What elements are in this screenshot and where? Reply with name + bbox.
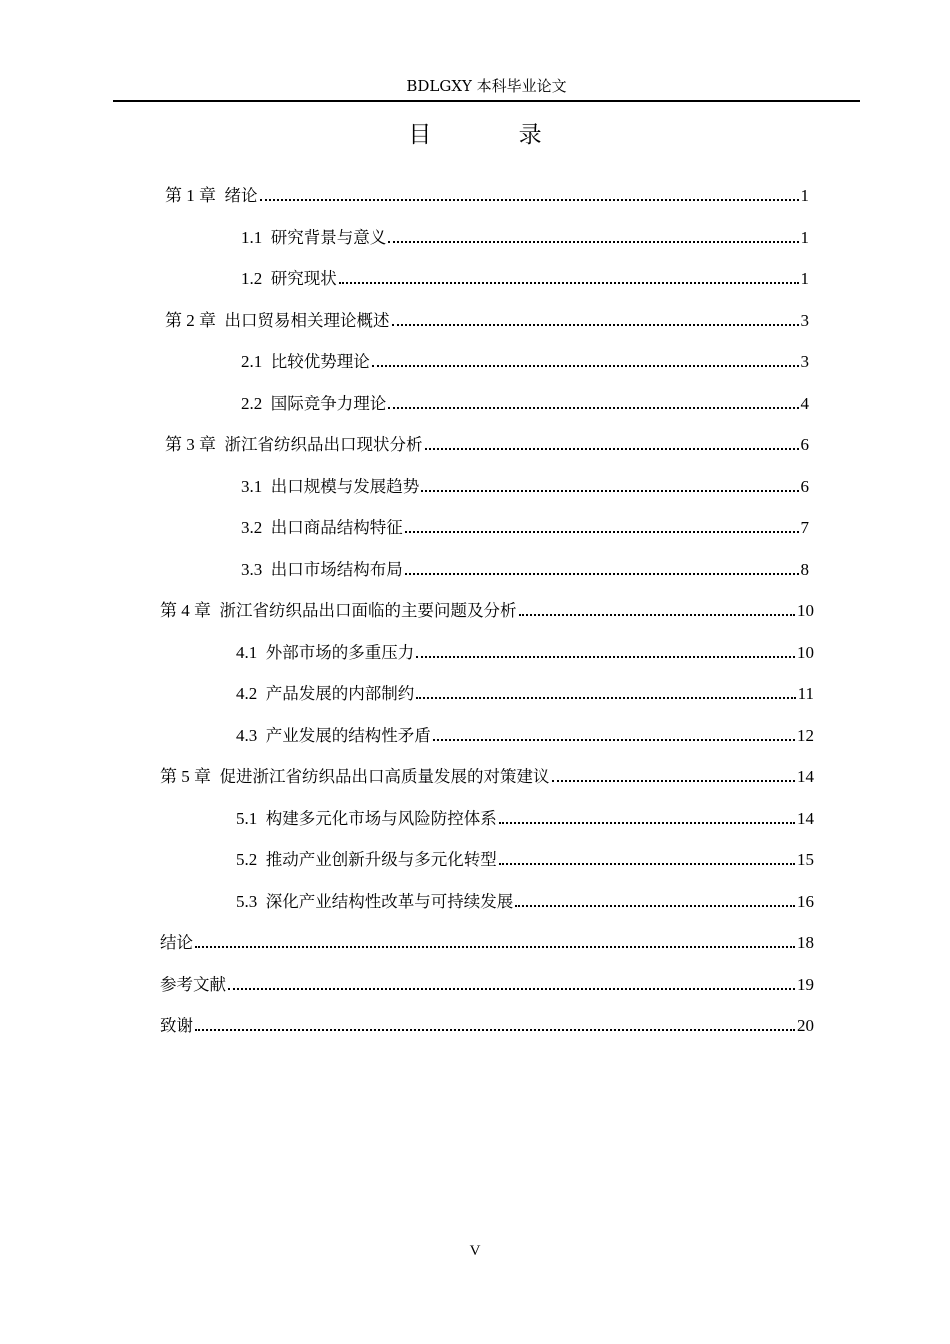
toc-entry[interactable]	[165, 433, 809, 457]
toc-entry-number: 3.2	[241, 518, 263, 537]
dot-leader	[433, 738, 795, 741]
toc-entry-number: 4.2	[236, 684, 258, 703]
toc-entry-page: 6	[800, 477, 809, 496]
toc-entry-page: 11	[797, 684, 814, 703]
page-header: BDLGXY 本科毕业论文	[406, 77, 567, 95]
toc-entry[interactable]	[165, 309, 809, 333]
toc-entry-page: 4	[800, 394, 809, 413]
toc-entry[interactable]	[241, 516, 809, 540]
toc-entry-label	[241, 475, 419, 499]
dot-leader	[195, 945, 795, 948]
toc-entry[interactable]	[241, 267, 809, 291]
dot-leader	[388, 406, 798, 409]
toc-entry-page: 1	[800, 186, 809, 205]
toc-entry[interactable]	[165, 184, 809, 208]
toc-entry[interactable]	[236, 682, 814, 706]
header-rule	[113, 100, 860, 102]
toc-entry-label	[160, 931, 193, 955]
toc-entry-label	[236, 641, 414, 665]
toc-entry[interactable]	[160, 765, 814, 789]
toc-entry-title: 构建多元化市场与风险防控体系	[265, 809, 497, 828]
dot-leader	[416, 655, 795, 658]
toc-entry-title: 促进浙江省纺织品出口高质量发展的对策建议	[219, 767, 550, 786]
dot-leader	[519, 613, 796, 616]
dot-leader	[416, 696, 795, 699]
toc-entry[interactable]	[241, 558, 809, 582]
toc-title: 目 录	[408, 122, 582, 148]
toc-entry-label	[236, 848, 497, 872]
toc-entry[interactable]	[241, 475, 809, 499]
toc-entry-number: 5.2	[236, 850, 258, 869]
toc-entry-title: 绪论	[224, 186, 258, 205]
toc-entry[interactable]	[236, 890, 814, 914]
toc-entry-page: 1	[800, 269, 809, 288]
toc-entry-title: 比较优势理论	[270, 352, 370, 371]
toc-entry[interactable]	[236, 724, 814, 748]
toc-entry-page: 14	[797, 767, 814, 786]
toc-entry-number: 第 2 章	[165, 311, 216, 330]
toc-entry-label	[236, 682, 414, 706]
toc-entry-label	[241, 350, 370, 374]
toc-entry-label	[160, 599, 517, 623]
toc-entry-page: 10	[797, 643, 814, 662]
toc-entry-label	[165, 309, 390, 333]
toc-entry-page: 6	[800, 435, 809, 454]
toc-entry-page: 15	[797, 850, 814, 869]
toc-entry-title: 外部市场的多重压力	[265, 643, 415, 662]
dot-leader	[499, 821, 795, 824]
dot-leader	[339, 281, 799, 284]
toc-entry-title: 结论	[160, 933, 193, 952]
toc-entry-label	[236, 807, 497, 831]
toc-entry-number: 4.3	[236, 726, 258, 745]
toc-entry-label	[241, 226, 386, 250]
toc-entry-number: 1.2	[241, 269, 263, 288]
toc-entry[interactable]	[241, 350, 809, 374]
toc-entry-title: 深化产业结构性改革与可持续发展	[265, 892, 514, 911]
toc-entry-title: 产品发展的内部制约	[265, 684, 415, 703]
dot-leader	[260, 198, 799, 201]
toc-entry-page: 3	[800, 311, 809, 330]
toc-entry-label	[241, 392, 386, 416]
toc-entry-number: 第 1 章	[165, 186, 216, 205]
toc-entry-title: 参考文献	[160, 975, 226, 994]
toc-entry-number: 2.2	[241, 394, 263, 413]
dot-leader	[499, 862, 795, 865]
toc-entry-page: 7	[800, 518, 809, 537]
toc-entry-title: 致谢	[160, 1016, 193, 1035]
toc-entry-number: 5.3	[236, 892, 258, 911]
toc-entry-label	[160, 765, 550, 789]
toc-entry-label	[165, 184, 258, 208]
dot-leader	[392, 323, 799, 326]
toc-entry-page: 3	[800, 352, 809, 371]
toc-entry[interactable]	[160, 599, 814, 623]
toc-entry[interactable]	[160, 973, 814, 997]
toc-entry[interactable]	[241, 392, 809, 416]
toc-entry-page: 16	[797, 892, 814, 911]
dot-leader	[372, 364, 799, 367]
toc-entry-label	[236, 890, 513, 914]
toc-entry-title: 产业发展的结构性矛盾	[265, 726, 431, 745]
dot-leader	[388, 240, 798, 243]
toc-entry[interactable]	[160, 1014, 814, 1038]
toc-entry-label	[241, 267, 337, 291]
toc-entry-number: 第 4 章	[160, 601, 211, 620]
toc-entry-page: 14	[797, 809, 814, 828]
toc-entry-number: 3.3	[241, 560, 263, 579]
toc-entry-label	[160, 1014, 193, 1038]
dot-leader	[425, 447, 799, 450]
toc-entry[interactable]	[241, 226, 809, 250]
toc-entry-page: 10	[797, 601, 814, 620]
toc-entry[interactable]	[236, 641, 814, 665]
toc-entry-title: 浙江省纺织品出口现状分析	[224, 435, 423, 454]
toc-entry-title: 国际竞争力理论	[270, 394, 387, 413]
toc-entry-page: 18	[797, 933, 814, 952]
toc-entry-label	[241, 516, 403, 540]
toc-entry-number: 3.1	[241, 477, 263, 496]
toc-entry[interactable]	[160, 931, 814, 955]
toc-entry-number: 4.1	[236, 643, 258, 662]
dot-leader	[195, 1028, 795, 1031]
toc-entry-number: 第 5 章	[160, 767, 211, 786]
dot-leader	[405, 572, 799, 575]
dot-leader	[228, 987, 795, 990]
toc-entry-title: 出口规模与发展趋势	[270, 477, 420, 496]
dot-leader	[405, 530, 799, 533]
toc-entry[interactable]	[236, 807, 814, 831]
page-number: V	[469, 1243, 481, 1259]
toc-entry-title: 出口商品结构特征	[270, 518, 403, 537]
toc-entry-number: 2.1	[241, 352, 263, 371]
toc-entry-label	[165, 433, 423, 457]
dot-leader	[421, 489, 798, 492]
dot-leader	[515, 904, 795, 907]
toc-entry[interactable]	[236, 848, 814, 872]
toc-entry-label	[241, 558, 403, 582]
toc-entry-number: 5.1	[236, 809, 258, 828]
toc-entry-title: 出口贸易相关理论概述	[224, 311, 390, 330]
toc-entry-page: 8	[800, 560, 809, 579]
toc-entry-title: 出口市场结构布局	[270, 560, 403, 579]
toc-entry-title: 研究背景与意义	[270, 228, 387, 247]
toc-entry-number: 第 3 章	[165, 435, 216, 454]
toc-entry-title: 浙江省纺织品出口面临的主要问题及分析	[219, 601, 517, 620]
toc-entry-label	[160, 973, 226, 997]
toc-entry-label	[236, 724, 431, 748]
toc-entry-page: 1	[800, 228, 809, 247]
toc-entry-title: 研究现状	[270, 269, 337, 288]
toc-entry-title: 推动产业创新升级与多元化转型	[265, 850, 497, 869]
toc-entry-page: 12	[797, 726, 814, 745]
toc-entry-page: 19	[797, 975, 814, 994]
dot-leader	[552, 779, 796, 782]
toc-entry-page: 20	[797, 1016, 814, 1035]
toc-entry-number: 1.1	[241, 228, 263, 247]
